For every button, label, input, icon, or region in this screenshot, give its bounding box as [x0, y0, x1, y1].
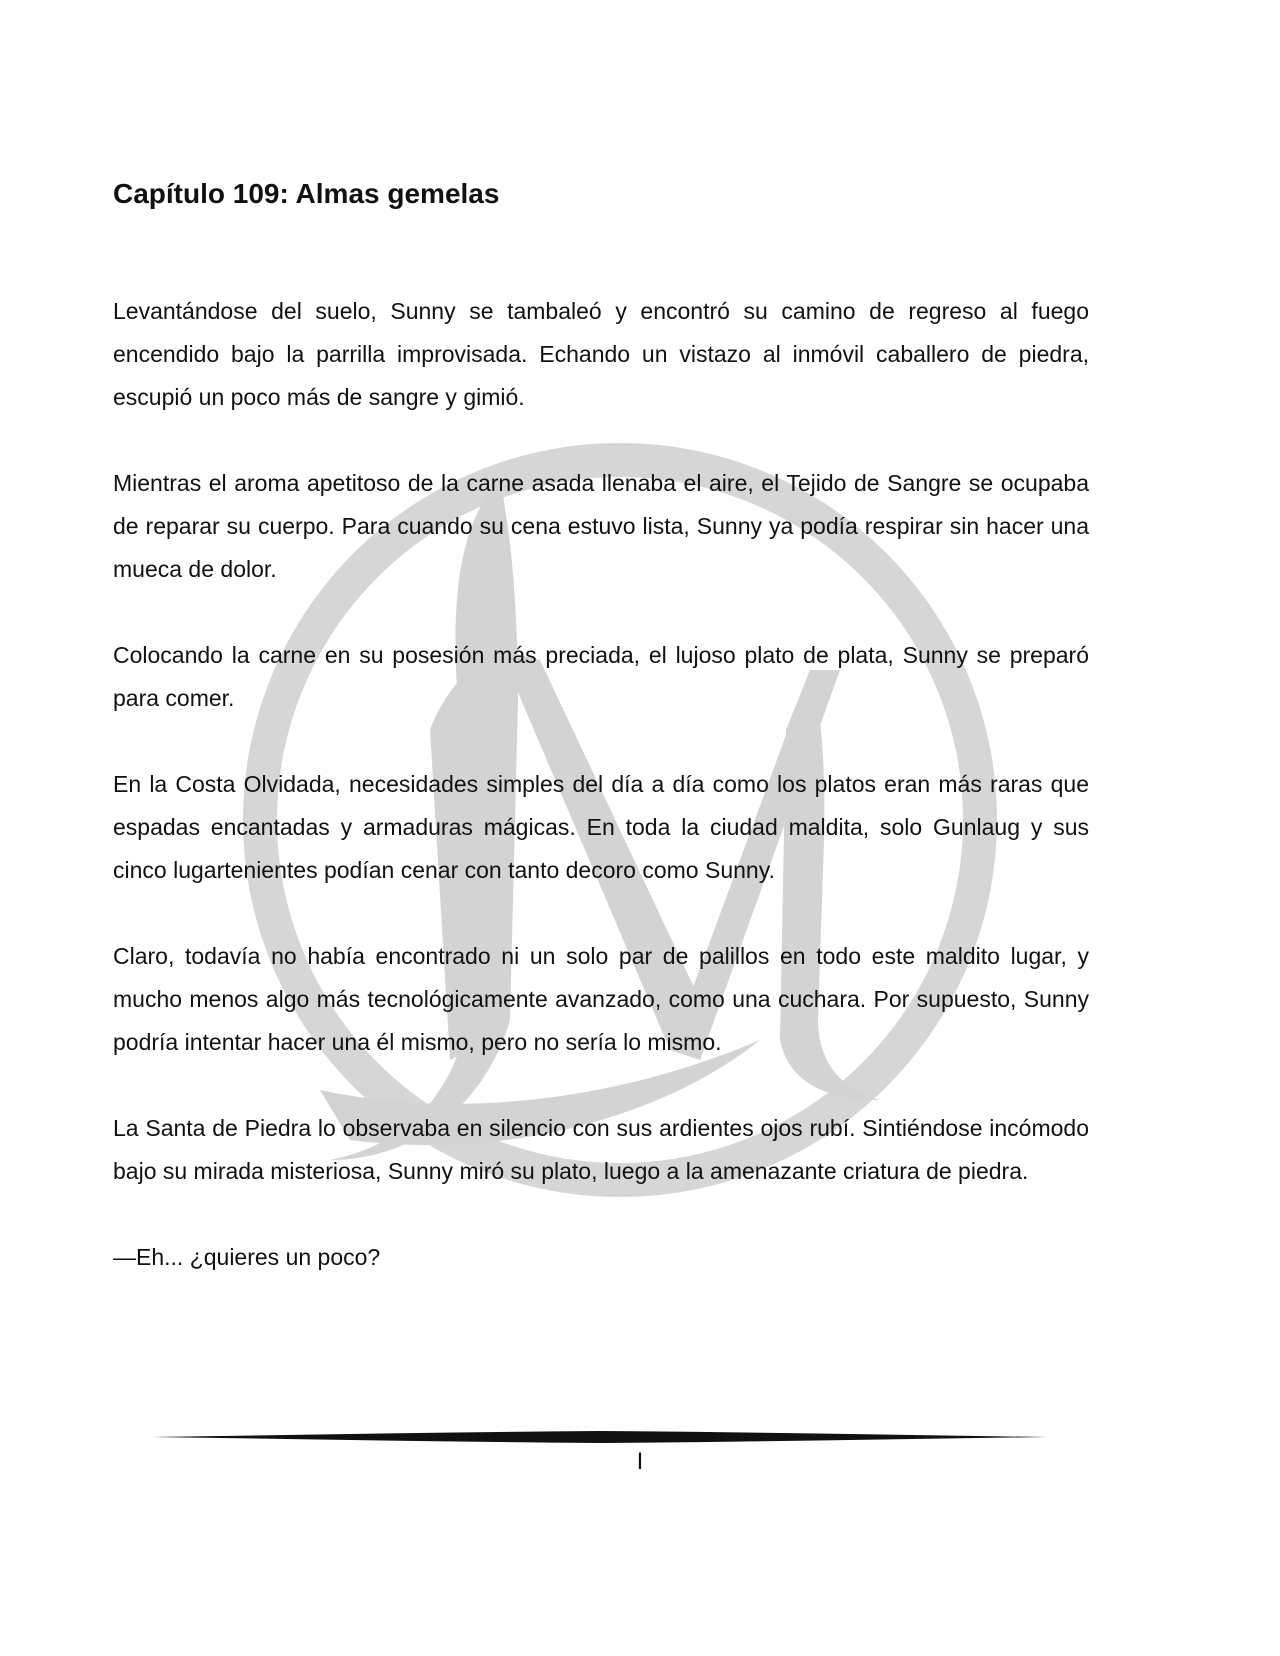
paragraph: Levantándose del suelo, Sunny se tambaleó y encontró su camino de regreso al fuego encendido bajo la parrilla improvisada. Echando un vistazo al inmóvil caballero de piedra, escupió un poco más de sangre y gimió.: [113, 298, 1089, 410]
paragraph: Colocando la carne en su posesión más preciada, el lujoso plato de plata, Sunny se preparó para comer.: [113, 642, 1089, 711]
paragraph: Mientras el aroma apetitoso de la carne asada llenaba el aire, el Tejido de Sangre se ocupaba de reparar su cuerpo. Para cuando su cena estuvo lista, Sunny ya podía respirar sin hacer una mueca de dolor.: [113, 470, 1089, 582]
page-number: I: [636, 1448, 644, 1475]
chapter-title: Capítulo 109: Almas gemelas: [113, 178, 500, 209]
paragraph: La Santa de Piedra lo observaba en silencio con sus ardientes ojos rubí. Sintiéndose incómodo bajo su mirada misteriosa, Sunny miró su plato, luego a la amenazante criatura de piedra.: [113, 1115, 1089, 1184]
paragraph: En la Costa Olvidada, necesidades simples del día a día como los platos eran más raras que espadas encantadas y armaduras mágicas. En toda la ciudad maldita, solo Gunlaug y sus cinco lugartenientes podían cenar con tanto decoro como Sunny.: [113, 771, 1089, 883]
paragraph: Claro, todavía no había encontrado ni un solo par de palillos en todo este maldito lugar, y mucho menos algo más tecnológicamente avanzado, como una cuchara. Por supuesto, Sunny podría intentar hacer una él mismo, pero no sería lo mismo.: [113, 943, 1089, 1055]
chapter-content: [113, 170, 1089, 1322]
paragraph: —Eh... ¿quieres un poco?: [113, 1244, 381, 1270]
footer-divider: [152, 1430, 1048, 1444]
